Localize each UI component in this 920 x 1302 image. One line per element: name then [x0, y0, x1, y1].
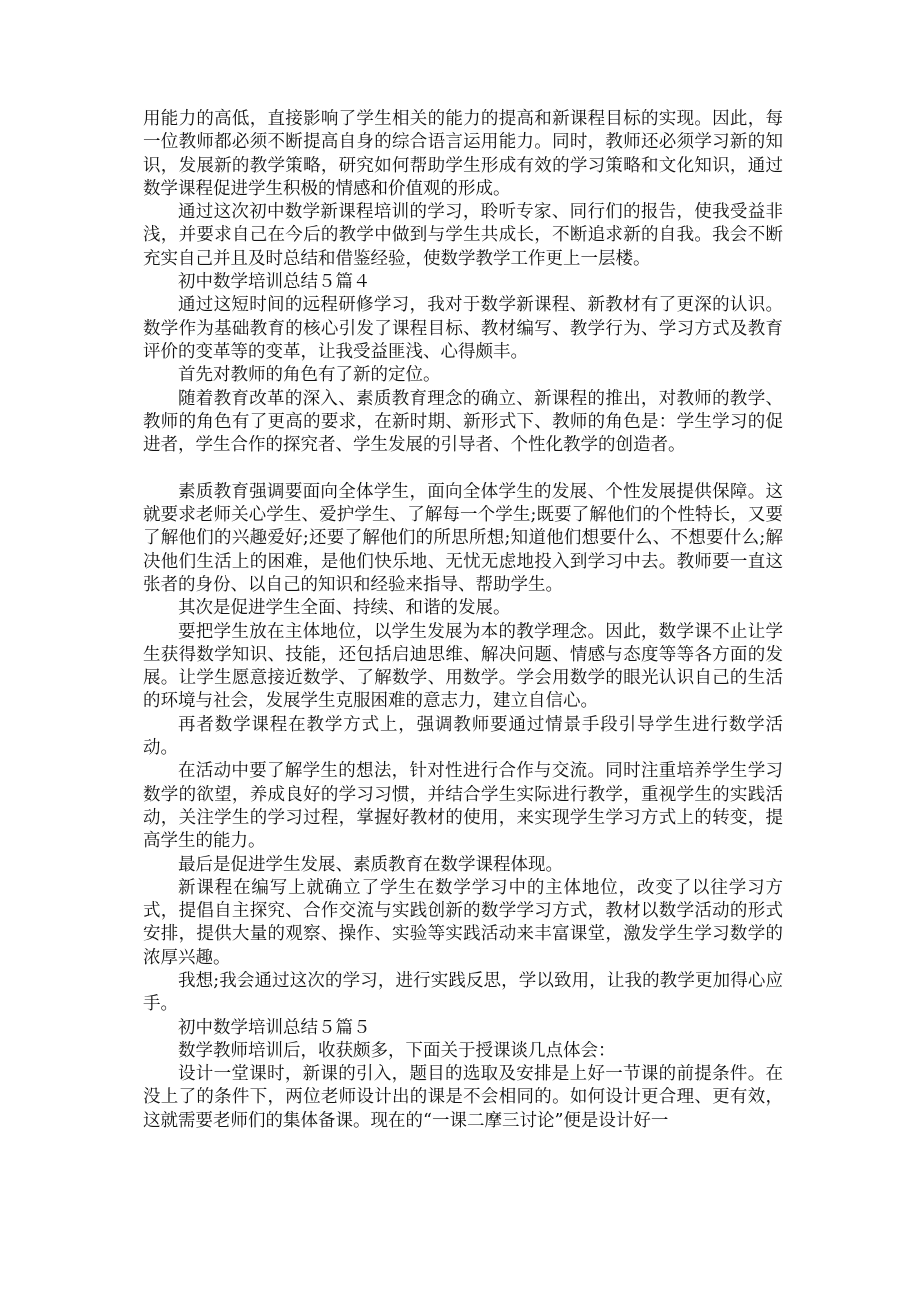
paragraph: 设计一堂课时，新课的引入，题目的选取及安排是上好一节课的前提条件。在没上了的条件下，两位老师设计出的课是不会相同的。如何设计更合理、更有效，这就需要老师们的集体备课。现在的“一课二摩三讨论”便是设计好一 — [143, 1064, 783, 1131]
paragraph: 新课程在编写上就确立了学生在数学学习中的主体地位，改变了以往学习方式，提倡自主探究、合作交流与实践创新的数学学习方式，教材以数学活动的形式安排，提供大量的观察、操作、实验等实践活动来丰富课堂，激发学生学习数学的浓厚兴趣。 — [143, 877, 783, 968]
paragraph: 其次是促进学生全面、持续、和谐的发展。 — [178, 598, 511, 619]
paragraph: 在活动中要了解学生的想法，针对性进行合作与交流。同时注重培养学生学习数学的欲望，养成良好的学习习惯，并结合学生实际进行教学，重视学生的实践活动，关注学生的学习过程，掌握好教材的使用，来实现学生学习方式上的转变，提高学生的能力。 — [143, 761, 783, 852]
paragraph: 首先对教师的角色有了新的定位。 — [178, 365, 441, 386]
paragraph: 再者数学课程在教学方式上，强调教师要通过情景手段引导学生进行数学活动。 — [143, 714, 783, 759]
paragraph: 我想;我会通过这次的学习，进行实践反思，学以致用，让我的教学更加得心应手。 — [143, 970, 783, 1015]
blank-line — [143, 457, 783, 480]
paragraph: 通过这次初中数学新课程培训的学习，聆听专家、同行们的报告，使我受益非浅，并要求自己在今后的教学中做到与学生共成长，不断追求新的自我。我会不断充实自己并且及时总结和借鉴经验，使数学教学工作更上一层楼。 — [143, 202, 783, 269]
document-page — [143, 108, 783, 1133]
paragraph: 通过这短时间的远程研修学习，我对于数学新课程、新教材有了更深的认识。数学作为基础教育的核心引发了课程目标、教材编写、教学行为、学习方式及教育评价的变革等的变革，让我受益匪浅、心得颇丰。 — [143, 295, 783, 362]
section-heading-5: 初中数学培训总结５篇５ — [178, 1017, 371, 1038]
paragraph: 素质教育强调要面向全体学生，面向全体学生的发展、个性发展提供保障。这就要求老师关心学生、爱护学生、了解每一个学生;既要了解他们的个性特长，又要了解他们的兴趣爱好;还要了解他们的所思所想;知道他们想要什么、不想要什么;解决他们生活上的困难，是他们快乐地、无忧无虑地投入到学习中去。教师要一直这张者的身份、以自己的知识和经验来指导、帮助学生。 — [143, 481, 783, 595]
paragraph: 随着教育改革的深入、素质教育理念的确立、新课程的推出，对教师的教学、教师的角色有了更高的要求，在新时期、新形式下、教师的角色是：学生学习的促进者，学生合作的探究者、学生发展的引导者、个性化教学的创造者。 — [143, 388, 783, 456]
paragraph: 最后是促进学生发展、素质教育在数学课程体现。 — [178, 854, 563, 875]
section-heading-4: 初中数学培训总结５篇４ — [178, 272, 371, 293]
paragraph: 数学教师培训后，收获颇多，下面关于授课谈几点体会： — [178, 1040, 616, 1061]
paragraph: 要把学生放在主体地位，以学生发展为本的教学理念。因此，数学课不止让学生获得数学知识、技能，还包括启迪思维、解决问题、情感与态度等等各方面的发展。让学生愿意接近数学、了解数学、用数学。学会用数学的眼光认识自己的生活的环境与社会，发展学生克服困难的意志力，建立自信心。 — [143, 621, 783, 712]
paragraph-continuation: 用能力的高低，直接影响了学生相关的能力的提高和新课程目标的实现。因此，每一位教师都必须不断提高自身的综合语言运用能力。同时，教师还必须学习新的知识，发展新的教学策略，研究如何帮助学生形成有效的学习策略和文化知识，通过数学课程促进学生积极的情感和价值观的形成。 — [143, 109, 783, 199]
